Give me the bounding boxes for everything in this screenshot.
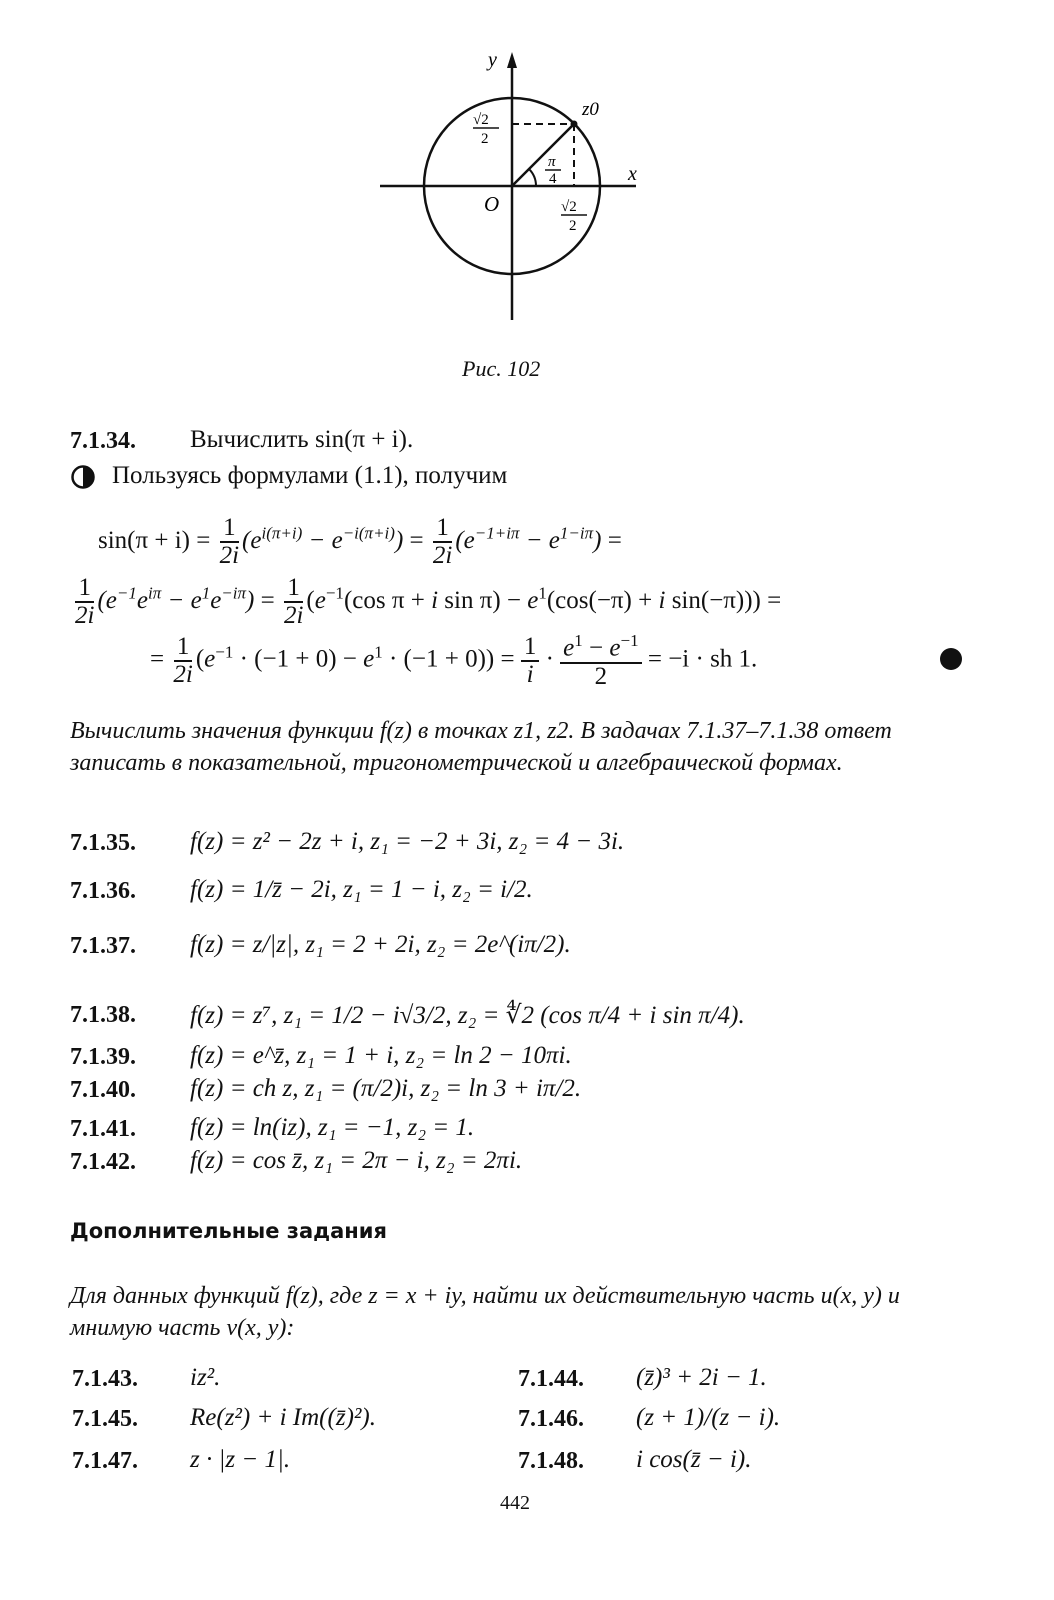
solution-intro: Пользуясь формулами (1.1), получим: [112, 462, 508, 489]
problem-7142-number: 7.1.42.: [70, 1149, 136, 1175]
problem-7139-text: f(z) = e^z̄, z₁ = 1 + i, z₂ = ln 2 − 10πi.: [190, 1042, 572, 1069]
problem-7135-number: 7.1.35.: [70, 830, 136, 856]
task-note: Вычислить значения функции f(z) в точках z1, z2. В задачах 7.1.37–7.1.38 ответ записать в показательной, тригонометрической и алгебраической формах.: [70, 718, 892, 776]
problem-7134-number: 7.1.34.: [70, 428, 136, 454]
problem-7139-number: 7.1.39.: [70, 1044, 136, 1070]
eq3-prefix: =: [150, 645, 165, 673]
problem-7144-number: 7.1.44.: [518, 1366, 584, 1392]
problem-7135-text: f(z) = z² − 2z + i, z₁ = −2 + 3i, z₂ = 4 − 3i.: [190, 828, 625, 855]
x-coord-numerator: √2: [561, 199, 577, 215]
angle-denominator: 4: [549, 171, 557, 187]
problem-7143-number: 7.1.43.: [72, 1366, 138, 1392]
x-label: x: [628, 163, 637, 185]
equation-line-2: $\frac{1}{2i}$ $(e^{-1}e^{i\pi} - e^1e^{-i\pi})$ = $\frac{1}{2i}$ ($e^{-1}(\cos$ π + i $\sin \pi) - e^1(\cos(-\pi) + i$ sin(−π))) =: [75, 574, 782, 630]
problem-7142-text: f(z) = cos z̄, z₁ = 2π − i, z₂ = 2πi.: [190, 1147, 523, 1174]
problem-7141-number: 7.1.41.: [70, 1116, 136, 1142]
problem-7148-number: 7.1.48.: [518, 1448, 584, 1474]
problem-7140-text: f(z) = ch z, z₁ = (π/2)i, z₂ = ln 3 + iπ/2.: [190, 1075, 582, 1102]
problem-7146-number: 7.1.46.: [518, 1406, 584, 1432]
extra-heading: Дополнительные задания: [70, 1219, 388, 1243]
equation-line-1: sin(π + i) = $\frac{1}{2i}$ $(e^{i(\pi+i)} - e^{-i(\pi+i)})$ = $\frac{1}{2i}$ $(e^{-1+i\pi} - e^{1-i\pi})$ =: [98, 514, 622, 570]
problem-7144-text: (z̄)³ + 2i − 1.: [636, 1364, 767, 1391]
radius-to-z0: [512, 124, 574, 186]
unit-circle-figure: [360, 45, 680, 335]
problem-7138-text: f(z) = z⁷, z₁ = 1/2 − i√3/2, z₂ = ∜2 (cos π/4 + i sin π/4).: [190, 1002, 745, 1029]
eq1-tail: =: [607, 526, 622, 554]
solution-end-icon: [940, 648, 962, 670]
y-coord-denominator: 2: [481, 131, 489, 147]
problem-7145-text: Re(z²) + i Im((z̄)²).: [190, 1404, 376, 1431]
problem-7143-text: iz².: [190, 1364, 221, 1391]
extra-note: Для данных функций f(z), где z = x + iy, найти их действительную часть u(x, y) и мнимую часть v(x, y):: [70, 1283, 900, 1341]
page-number: 442: [500, 1492, 530, 1514]
angle-arc: [529, 169, 536, 186]
eq1-lhs: sin(π + i) =: [98, 526, 211, 554]
angle-numerator: π: [548, 154, 556, 170]
problem-7136-number: 7.1.36.: [70, 878, 136, 904]
y-axis-arrow: [507, 52, 517, 68]
problem-7148-text: i cos(z̄ − i).: [636, 1446, 752, 1473]
solution-start-icon: [70, 464, 96, 490]
problem-7137-number: 7.1.37.: [70, 933, 136, 959]
problem-7145-number: 7.1.45.: [72, 1406, 138, 1432]
problem-7137-text: f(z) = z/|z|, z₁ = 2 + 2i, z₂ = 2e^(iπ/2).: [190, 931, 571, 958]
y-label: y: [488, 49, 497, 71]
problem-7147-text: z · |z − 1|.: [190, 1446, 291, 1473]
problem-7136-text: f(z) = 1/z̄ − 2i, z₁ = 1 − i, z₂ = i/2.: [190, 876, 533, 903]
problem-7134-statement: Вычислить sin(π + i).: [190, 426, 414, 453]
problem-7138-number: 7.1.38.: [70, 1002, 136, 1028]
problem-7146-text: (z + 1)/(z − i).: [636, 1404, 781, 1431]
equation-line-3: = $\frac{1}{2i}$ $(e^{-1} \cdot (-1 + 0) - e^1 \cdot (-1 + 0))$ = $\frac{1}{i}$ · $\frac{e^1 - e^{-1}}{2}$ = −i · sh 1.: [150, 631, 758, 690]
x-coord-denominator: 2: [569, 218, 577, 234]
figure-caption: Рис. 102: [462, 356, 541, 381]
problem-7140-number: 7.1.40.: [70, 1077, 136, 1103]
problem-7147-number: 7.1.47.: [72, 1448, 138, 1474]
y-coord-numerator: √2: [473, 112, 489, 128]
z0-label: z0: [582, 99, 599, 120]
origin-label: O: [484, 192, 500, 216]
problem-7141-text: f(z) = ln(iz), z₁ = −1, z₂ = 1.: [190, 1114, 475, 1141]
eq3-result: = −i · sh 1.: [647, 645, 758, 673]
eq2-tail: =: [767, 586, 782, 614]
